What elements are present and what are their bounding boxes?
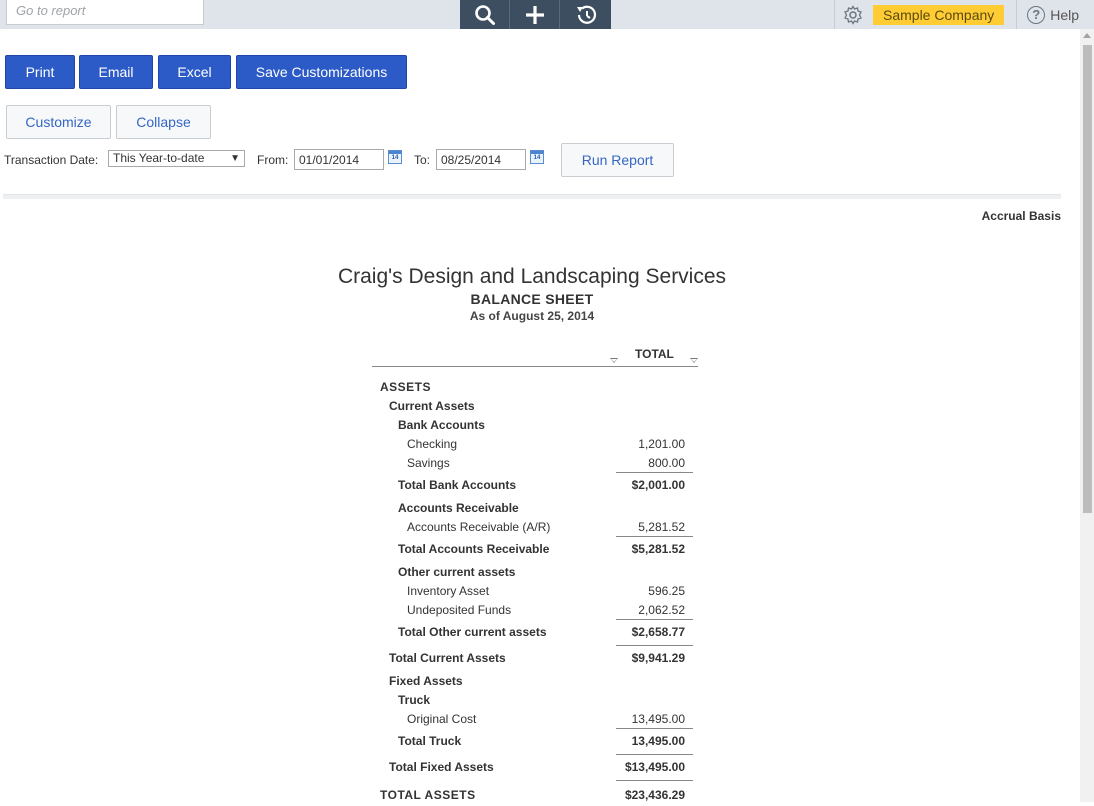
report-row[interactable] xyxy=(372,437,698,455)
save-customizations-button[interactable]: Save Customizations xyxy=(236,55,407,89)
report-row[interactable] xyxy=(372,501,698,519)
report-column-header xyxy=(372,346,698,367)
report-row[interactable] xyxy=(372,651,698,669)
row-label: Fixed Assets xyxy=(389,674,463,688)
row-amount[interactable]: 596.25 xyxy=(648,584,685,598)
report-divider xyxy=(3,194,1061,199)
row-label: Other current assets xyxy=(398,565,516,579)
row-amount[interactable]: $13,495.00 xyxy=(624,760,685,774)
row-label: Accounts Receivable (A/R) xyxy=(407,520,551,534)
row-label: Total Accounts Receivable xyxy=(398,542,550,556)
row-label: Savings xyxy=(407,456,450,470)
report-row[interactable] xyxy=(372,418,698,436)
report-row[interactable] xyxy=(372,760,698,778)
subtotal-rule xyxy=(616,536,693,537)
nav-button-group xyxy=(460,0,611,29)
history-icon xyxy=(574,4,598,26)
search-button[interactable] xyxy=(460,0,510,29)
sort-arrow-icon[interactable] xyxy=(690,358,698,363)
subtotal-rule xyxy=(616,728,693,729)
row-label: Undeposited Funds xyxy=(407,603,512,617)
row-amount[interactable]: 13,495.00 xyxy=(631,734,685,748)
row-label: Total Bank Accounts xyxy=(398,478,517,492)
subtotal-rule xyxy=(616,754,693,755)
row-label: Total Current Assets xyxy=(389,651,506,665)
top-bar xyxy=(0,0,1094,29)
from-label: From: xyxy=(257,153,289,167)
to-calendar-icon[interactable]: 14 xyxy=(530,150,544,164)
total-column-label[interactable]: TOTAL xyxy=(635,347,674,361)
excel-button[interactable]: Excel xyxy=(158,55,231,89)
transaction-date-label: Transaction Date: xyxy=(4,153,99,167)
print-button[interactable]: Print xyxy=(5,55,75,89)
row-amount[interactable]: 1,201.00 xyxy=(638,437,685,451)
subtotal-rule xyxy=(616,472,693,473)
help-label: Help xyxy=(1050,6,1080,23)
create-button[interactable] xyxy=(510,0,560,29)
report-date: As of August 25, 2014 xyxy=(469,309,595,323)
row-label: ASSETS xyxy=(380,380,432,394)
report-row[interactable] xyxy=(372,734,698,752)
row-amount[interactable]: $5,281.52 xyxy=(631,542,685,556)
collapse-button[interactable]: Collapse xyxy=(116,105,211,139)
report-title: BALANCE SHEET xyxy=(470,291,594,307)
plus-icon xyxy=(524,4,546,26)
row-label: Inventory Asset xyxy=(407,584,490,598)
row-amount[interactable]: 2,062.52 xyxy=(638,603,685,617)
report-row[interactable] xyxy=(372,625,698,643)
report-company-name: Craig's Design and Landscaping Services xyxy=(337,265,727,288)
subtotal-rule xyxy=(616,780,693,781)
report-row[interactable] xyxy=(372,788,698,806)
report-row[interactable] xyxy=(372,380,698,398)
row-label: Accounts Receivable xyxy=(398,501,519,515)
report-row[interactable] xyxy=(372,399,698,417)
sort-arrow-icon[interactable] xyxy=(610,358,618,363)
report-row[interactable] xyxy=(372,693,698,711)
row-amount[interactable]: 800.00 xyxy=(648,456,685,470)
accounting-basis: Accrual Basis xyxy=(981,209,1061,223)
help-button[interactable] xyxy=(1017,6,1079,24)
report-row[interactable] xyxy=(372,478,698,496)
row-amount[interactable]: 13,495.00 xyxy=(631,712,685,726)
row-label: TOTAL ASSETS xyxy=(380,788,476,802)
from-calendar-icon[interactable]: 14 xyxy=(388,150,402,164)
dropdown-arrow-icon: ▼ xyxy=(230,153,240,164)
row-label: Checking xyxy=(407,437,458,451)
report-row[interactable] xyxy=(372,565,698,583)
row-label: Bank Accounts xyxy=(398,418,485,432)
row-amount[interactable]: 5,281.52 xyxy=(638,520,685,534)
row-label: Total Other current assets xyxy=(398,625,547,639)
email-button[interactable]: Email xyxy=(79,55,153,89)
report-row[interactable] xyxy=(372,584,698,602)
subtotal-rule xyxy=(616,619,693,620)
settings-button[interactable] xyxy=(835,0,871,29)
row-amount[interactable]: $2,658.77 xyxy=(631,625,685,639)
scrollbar-thumb[interactable] xyxy=(1083,45,1092,513)
right-nav xyxy=(834,0,1079,29)
search-icon xyxy=(474,4,496,26)
customize-button[interactable]: Customize xyxy=(6,105,111,139)
go-to-report-input[interactable]: Go to report xyxy=(6,0,204,25)
scrollbar[interactable] xyxy=(1080,29,1094,802)
transaction-date-value: This Year-to-date xyxy=(113,151,205,165)
row-label: Current Assets xyxy=(389,399,475,413)
row-label: Truck xyxy=(398,693,431,707)
row-label: Total Truck xyxy=(398,734,462,748)
run-report-button[interactable]: Run Report xyxy=(561,143,674,177)
company-name-badge[interactable]: Sample Company xyxy=(873,5,1004,25)
row-amount[interactable]: $2,001.00 xyxy=(631,478,685,492)
transaction-date-select[interactable] xyxy=(108,150,245,167)
to-date-input[interactable]: 08/25/2014 xyxy=(436,149,526,170)
row-amount[interactable]: $23,436.29 xyxy=(624,788,685,802)
help-icon: ? xyxy=(1027,6,1045,24)
report-row[interactable] xyxy=(372,542,698,560)
from-date-input[interactable]: 01/01/2014 xyxy=(294,149,384,170)
gear-icon xyxy=(843,5,863,25)
recent-transactions-button[interactable] xyxy=(560,0,611,29)
report-row[interactable] xyxy=(372,674,698,692)
row-label: Total Fixed Assets xyxy=(389,760,494,774)
subtotal-rule xyxy=(616,645,693,646)
to-label: To: xyxy=(414,153,431,167)
scroll-up-icon[interactable] xyxy=(1083,33,1091,38)
row-label: Original Cost xyxy=(407,712,477,726)
row-amount[interactable]: $9,941.29 xyxy=(631,651,685,665)
